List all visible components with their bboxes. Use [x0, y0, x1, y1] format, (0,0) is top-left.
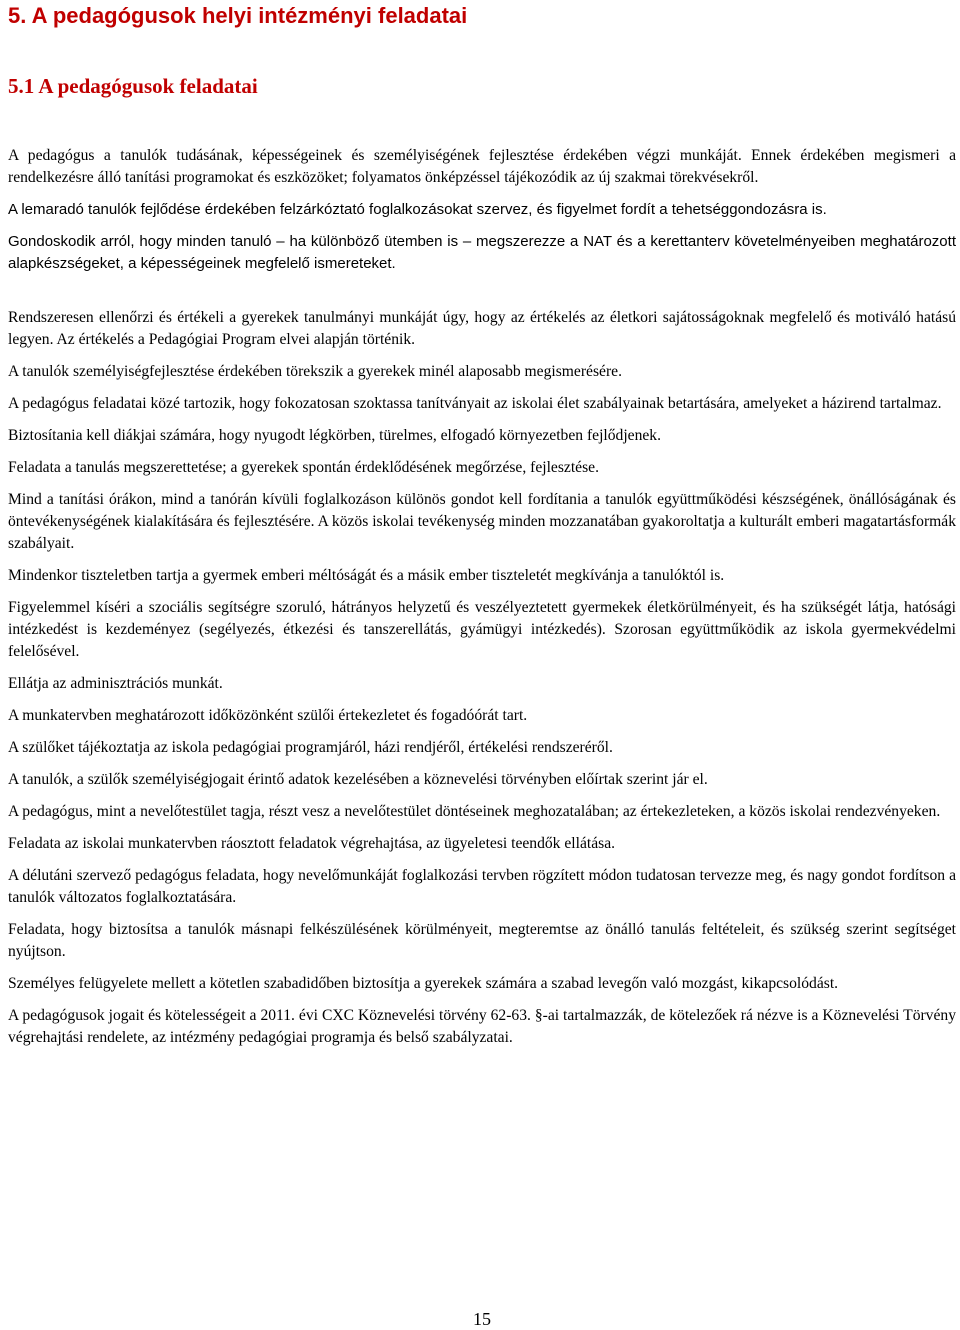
paragraph-7: Biztosítania kell diákjai számára, hogy nyugodt légkörben, türelmes, elfogadó környezetben fejlődjenek.: [8, 427, 661, 444]
paragraph-10: Mindenkor tiszteletben tartja a gyermek emberi méltóságát és a másik ember tiszteletét megkívánja a tanulóktól is.: [8, 567, 725, 584]
chapter-heading: 5. A pedagógusok helyi intézményi feladatai: [8, 3, 468, 28]
paragraph-8: Feladata a tanulás megszerettetése; a gyerekek spontán érdeklődésének megőrzése, fejlesztése.: [8, 459, 599, 476]
paragraph-21: A pedagógusok jogait és kötelességeit a 2011. évi CXC Köznevelési törvény 62-63. §-ai tartalmazzák, de kötelezőek rá nézve is a Köznevelési Törvény végrehajtási rendelete, az intézmény pedagógiai programja és belső szabályzatai.: [8, 1007, 956, 1046]
page-number: 15: [473, 1309, 491, 1329]
paragraph-3: Gondoskodik arról, hogy minden tanuló – ha különböző ütemben is – megszerezze a NAT és a kerettanterv követelményeiben meghatározott alapkészségeket, a képességeinek megfelelő ismereteket.: [8, 233, 956, 272]
paragraph-5: A tanulók személyiségfejlesztése érdekében törekszik a gyerekek minél alaposabb megismerésére.: [8, 363, 622, 380]
paragraph-20: Személyes felügyelete mellett a kötetlen szabadidőben biztosítja a gyerekek számára a szabad levegőn való mozgást, kikapcsolódást.: [8, 975, 839, 992]
paragraph-18: A délutáni szervező pedagógus feladata, hogy nevelőmunkáját foglalkozási tervben rögzített módon tudatosan tervezze meg, és nagy gondot fordítson a tanulók változatos foglalkoztatására.: [8, 867, 956, 906]
paragraph-11: Figyelemmel kíséri a szociális segítségre szoruló, hátrányos helyzetű és veszélyeztetett gyermekek életkörülményeit, és ha szükségét látja, hatósági intézkedést is kezdeményez (segélyezés, étkezési és tanszerellátás, gyámügyi intézkedés). Szorosan együttműködik az iskola gyermekvédelmi felelősével.: [8, 599, 956, 660]
paragraph-14: A szülőket tájékoztatja az iskola pedagógiai programjáról, házi rendjéről, értékelési rendszeréről.: [8, 739, 613, 756]
paragraph-13: A munkatervben meghatározott időközönként szülői értekezletet és fogadóórát tart.: [8, 707, 528, 724]
document-body: [8, 145, 956, 1059]
paragraph-15: A tanulók, a szülők személyiségjogait érintő adatok kezelésében a köznevelési törvényben előírtak szerint jár el.: [8, 771, 708, 788]
paragraph-6: A pedagógus feladatai közé tartozik, hogy fokozatosan szoktassa tanítványait az iskolai élet szabályainak betartására, amelyeket a házirend tartalmaz.: [8, 395, 942, 412]
paragraph-9: Mind a tanítási órákon, mind a tanórán kívüli foglalkozáson különös gondot kell fordítania a tanulók együttműködési készségének, önállóságának és öntevékenységének kialakítására és fejlesztésére. A közös iskolai tevékenység minden mozzanatában gyakoroltatja a kulturált emberi magatartásformák szabályait.: [8, 491, 956, 552]
paragraph-16: A pedagógus, mint a nevelőtestület tagja, részt vesz a nevelőtestület döntéseinek meghozatalában; az értekezleteken, a közös iskolai rendezvényeken.: [8, 803, 941, 820]
paragraph-19: Feladata, hogy biztosítsa a tanulók másnapi felkészülésének körülményeit, megteremtse az önálló tanulás feltételeit, és szükség szerint segítséget nyújtson.: [8, 921, 956, 960]
paragraph-1: A pedagógus a tanulók tudásának, képességeinek és személyiségének fejlesztése érdekében végzi munkáját. Ennek érdekében megismeri a rendelkezésre álló tanítási programokat és eszközöket; folyamatos önképzéssel tájékozódik az új szakmai törekvésekről.: [8, 147, 956, 186]
paragraph-4: Rendszeresen ellenőrzi és értékeli a gyerekek tanulmányi munkáját úgy, hogy az értékelés az életkori sajátosságoknak megfelelő és motiváló hatású legyen. Az értékelés a Pedagógiai Program elvei alapján történik.: [8, 309, 956, 348]
paragraph-2: A lemaradó tanulók fejlődése érdekében felzárkóztató foglalkozásokat szervez, és figyelmet fordít a tehetséggondozásra is.: [8, 201, 827, 218]
paragraph-17: Feladata az iskolai munkatervben ráosztott feladatok végrehajtása, az ügyeletesi teendők ellátása.: [8, 835, 616, 852]
paragraph-12: Ellátja az adminisztrációs munkát.: [8, 675, 223, 692]
section-heading: 5.1 A pedagógusok feladatai: [8, 74, 258, 98]
